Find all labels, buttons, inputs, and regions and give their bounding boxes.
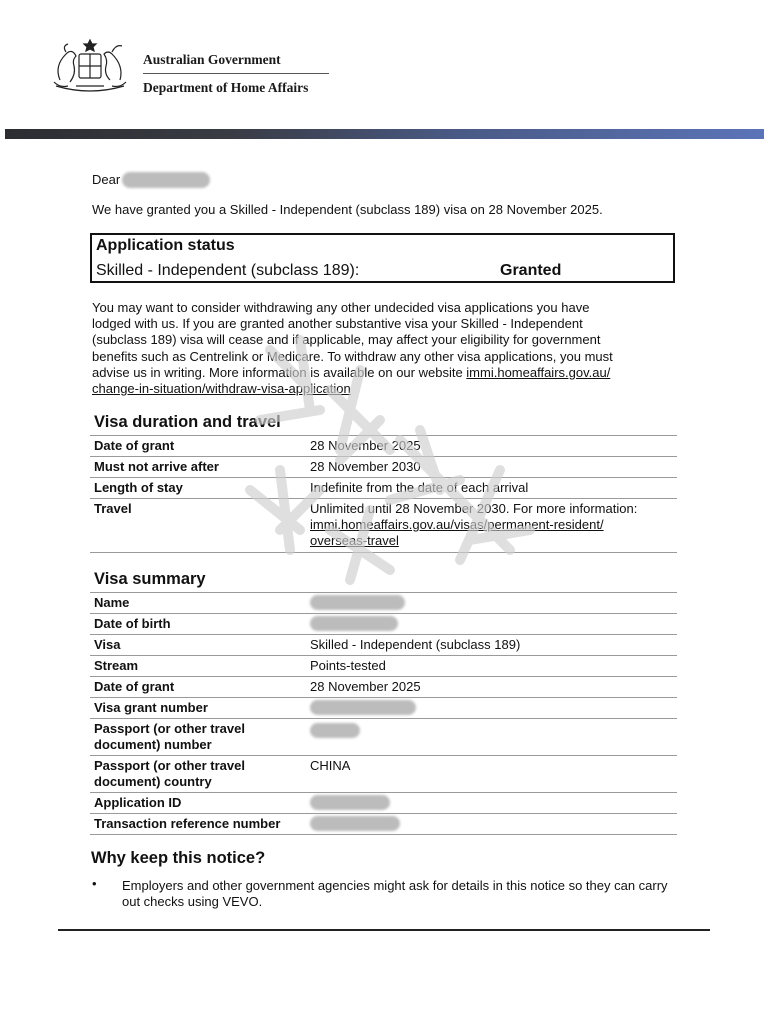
status-label: Skilled - Independent (subclass 189):: [96, 262, 360, 279]
table-row: [90, 792, 677, 813]
redacted-value: [310, 816, 400, 831]
redacted-value: [310, 616, 398, 631]
department-name: Department of Home Affairs: [143, 80, 309, 95]
redacted-value: [310, 700, 416, 715]
header-logo: [46, 36, 346, 100]
table-bottom-border: [90, 552, 677, 553]
table-row: [90, 592, 677, 613]
intro-text: We have granted you a Skilled - Independent (subclass 189) visa on 28 November 2025.: [92, 202, 603, 217]
row-key: Date of birth: [94, 616, 171, 631]
status-title: Application status: [96, 237, 235, 254]
table-row: [90, 655, 677, 676]
advice-line: lodged with us. If you are granted another substantive visa your Skilled - Independent: [92, 316, 583, 332]
table-row: [90, 676, 677, 697]
coat-of-arms-icon: [46, 36, 134, 98]
advice-line: You may want to consider withdrawing any other undecided visa applications you have: [92, 300, 590, 315]
row-value: 28 November 2025: [310, 438, 421, 453]
row-key: Must not arrive after: [94, 459, 219, 474]
row-key: Name: [94, 595, 130, 610]
summary-heading: Visa summary: [94, 570, 206, 588]
redacted-value: [310, 795, 390, 810]
greeting: Dear: [92, 172, 121, 187]
withdraw-link-continued[interactable]: change-in-situation/withdraw-visa-application: [92, 381, 351, 397]
row-key: Date of grant: [94, 438, 175, 453]
row-key: Date of grant: [94, 679, 175, 694]
table-row: [90, 477, 677, 498]
redacted-value: [310, 595, 405, 610]
row-key: [94, 758, 304, 790]
table-row: [90, 456, 677, 477]
government-name: Australian Government: [143, 52, 281, 67]
withdraw-link[interactable]: immi.homeaffairs.gov.au/: [466, 364, 611, 380]
bullet-icon: •: [92, 876, 97, 891]
row-key: Application ID: [94, 795, 182, 810]
travel-text: Unlimited until 28 November 2030. For more information:: [310, 501, 638, 516]
row-value: 28 November 2025: [310, 679, 421, 694]
footer-rule: [58, 929, 710, 931]
summary-table: [90, 592, 677, 835]
application-status-box: [90, 233, 675, 283]
row-value: Points-tested: [310, 658, 386, 673]
duration-heading: Visa duration and travel: [94, 413, 281, 431]
row-value: Indefinite from the date of each arrival: [310, 480, 529, 495]
table-row: [90, 718, 677, 755]
table-row: [90, 613, 677, 634]
table-bottom-border: [90, 834, 677, 835]
row-value: CHINA: [310, 758, 351, 773]
row-key-line: Passport (or other travel: [94, 758, 245, 773]
advice-line: (subclass 189) visa will cease and if applicable, may affect your eligibility for government: [92, 332, 601, 348]
row-key: Length of stay: [94, 480, 183, 495]
row-key-line: Passport (or other travel: [94, 721, 245, 736]
row-key: Visa: [94, 637, 121, 652]
row-key: Transaction reference number: [94, 816, 281, 831]
duration-table: [90, 435, 677, 553]
advice-text: advise us in writing. More information is available on our website: [92, 364, 467, 380]
row-value: Skilled - Independent (subclass 189): [310, 637, 521, 652]
table-row: [90, 634, 677, 655]
row-value: 28 November 2030: [310, 459, 421, 474]
advice-paragraph: [92, 300, 682, 397]
advice-line: [92, 365, 682, 381]
header-banner: [5, 129, 764, 139]
row-key: [94, 721, 304, 753]
redacted-value: [310, 723, 360, 738]
row-key: Travel: [94, 501, 132, 516]
row-key: Visa grant number: [94, 700, 208, 715]
table-row: [90, 755, 677, 792]
status-value: Granted: [500, 262, 562, 279]
table-row: [90, 435, 677, 456]
redacted-name: [122, 172, 210, 188]
table-row: [90, 697, 677, 718]
why-heading: Why keep this notice?: [91, 849, 266, 867]
row-key: Stream: [94, 658, 139, 673]
why-item: Employers and other government agencies might ask for details in this notice so they can carry out checks using VEVO.: [122, 878, 668, 910]
travel-link-continued[interactable]: overseas-travel: [310, 533, 399, 548]
header-divider: [143, 73, 329, 74]
row-key-line: document) number: [94, 737, 212, 752]
travel-link[interactable]: immi.homeaffairs.gov.au/visas/permanent-resident/: [310, 517, 604, 532]
row-value: [310, 501, 675, 549]
advice-line: benefits such as Centrelink or Medicare. To withdraw any other visa applications, you must: [92, 348, 613, 364]
table-row-travel: [90, 498, 677, 552]
table-row: [90, 813, 677, 834]
row-key-line: document) country: [94, 774, 212, 789]
